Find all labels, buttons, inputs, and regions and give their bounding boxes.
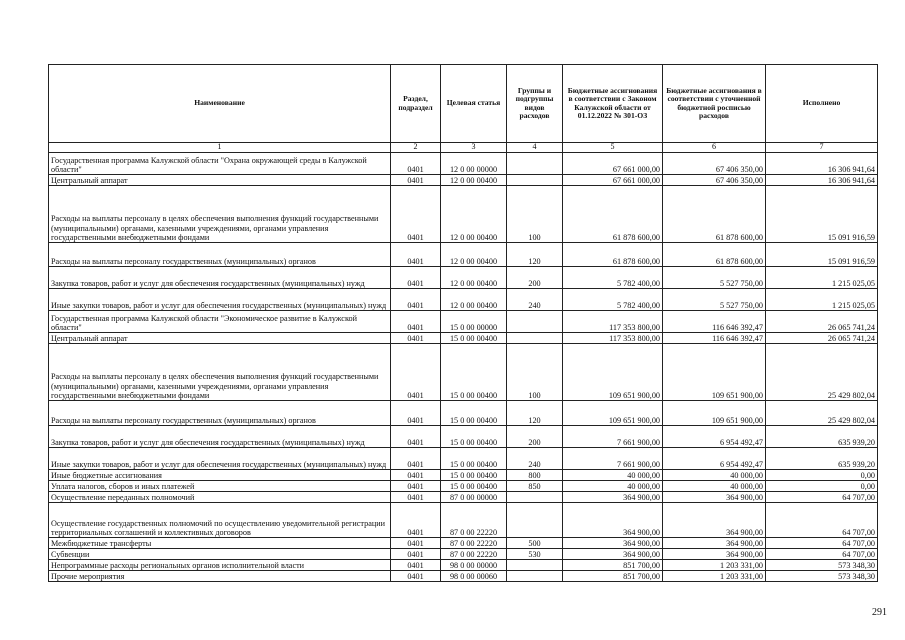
row-name: Расходы на выплаты персоналу в целях обеспечения выполнения функций государственными (муниципальными) органами, казенными учреждениями, органами управления государственными внебюджетными фондами xyxy=(49,185,391,242)
row-law-amount: 364 900,00 xyxy=(563,491,663,502)
row-section: 0401 xyxy=(391,480,441,491)
row-executed-amount: 573 348,30 xyxy=(766,559,878,570)
column-number-row xyxy=(49,143,878,153)
table-row xyxy=(49,425,878,447)
row-law-amount: 109 651 900,00 xyxy=(563,343,663,400)
row-article: 12 0 00 00400 xyxy=(441,288,507,310)
row-refined-amount: 5 527 750,00 xyxy=(663,288,766,310)
column-number: 6 xyxy=(663,143,766,153)
row-group: 530 xyxy=(507,548,563,559)
row-section: 0401 xyxy=(391,332,441,343)
row-refined-amount: 109 651 900,00 xyxy=(663,343,766,400)
row-law-amount: 364 900,00 xyxy=(563,548,663,559)
row-group xyxy=(507,502,563,537)
row-executed-amount: 635 939,20 xyxy=(766,425,878,447)
row-section: 0401 xyxy=(391,310,441,332)
row-executed-amount: 1 215 025,05 xyxy=(766,266,878,288)
row-refined-amount: 1 203 331,00 xyxy=(663,570,766,581)
header-refined-allocations: Бюджетные ассигнования в соответствии с уточненной бюджетной росписью расходов xyxy=(663,65,766,143)
budget-table xyxy=(48,64,878,582)
row-refined-amount: 67 406 350,00 xyxy=(663,152,766,174)
row-refined-amount: 116 646 392,47 xyxy=(663,332,766,343)
row-article: 15 0 00 00400 xyxy=(441,332,507,343)
row-refined-amount: 364 900,00 xyxy=(663,491,766,502)
row-law-amount: 7 661 900,00 xyxy=(563,447,663,469)
row-group: 120 xyxy=(507,400,563,425)
row-name: Осуществление государственных полномочий по осуществлению уведомительной регистрации территориальных соглашений и коллективных договоров xyxy=(49,502,391,537)
row-law-amount: 5 782 400,00 xyxy=(563,288,663,310)
row-name: Иные бюджетные ассигнования xyxy=(49,469,391,480)
row-law-amount: 5 782 400,00 xyxy=(563,266,663,288)
row-group: 100 xyxy=(507,343,563,400)
row-name: Осуществление переданных полномочий xyxy=(49,491,391,502)
row-section: 0401 xyxy=(391,242,441,266)
row-name: Непрограммные расходы региональных органов исполнительной власти xyxy=(49,559,391,570)
row-refined-amount: 61 878 600,00 xyxy=(663,185,766,242)
row-group: 100 xyxy=(507,185,563,242)
row-name: Закупка товаров, работ и услуг для обеспечения государственных (муниципальных) нужд xyxy=(49,425,391,447)
row-refined-amount: 5 527 750,00 xyxy=(663,266,766,288)
table-row xyxy=(49,343,878,400)
row-executed-amount: 64 707,00 xyxy=(766,491,878,502)
table-row xyxy=(49,288,878,310)
row-refined-amount: 364 900,00 xyxy=(663,502,766,537)
row-law-amount: 61 878 600,00 xyxy=(563,242,663,266)
table-row xyxy=(49,480,878,491)
row-group xyxy=(507,559,563,570)
row-executed-amount: 635 939,20 xyxy=(766,447,878,469)
row-executed-amount: 15 091 916,59 xyxy=(766,242,878,266)
row-name: Уплата налогов, сборов и иных платежей xyxy=(49,480,391,491)
row-article: 15 0 00 00400 xyxy=(441,425,507,447)
row-article: 87 0 00 22220 xyxy=(441,537,507,548)
row-name: Иные закупки товаров, работ и услуг для обеспечения государственных (муниципальных) нужд xyxy=(49,447,391,469)
row-name: Иные закупки товаров, работ и услуг для обеспечения государственных (муниципальных) нужд xyxy=(49,288,391,310)
table-row xyxy=(49,491,878,502)
row-executed-amount: 26 065 741,24 xyxy=(766,332,878,343)
row-executed-amount: 16 306 941,64 xyxy=(766,152,878,174)
row-refined-amount: 109 651 900,00 xyxy=(663,400,766,425)
row-group xyxy=(507,310,563,332)
column-number: 2 xyxy=(391,143,441,153)
row-law-amount: 851 700,00 xyxy=(563,570,663,581)
column-number: 7 xyxy=(766,143,878,153)
row-section: 0401 xyxy=(391,400,441,425)
row-section: 0401 xyxy=(391,570,441,581)
row-group xyxy=(507,332,563,343)
row-group xyxy=(507,491,563,502)
table-row xyxy=(49,502,878,537)
row-section: 0401 xyxy=(391,502,441,537)
table-row xyxy=(49,242,878,266)
row-article: 15 0 00 00400 xyxy=(441,447,507,469)
row-group: 200 xyxy=(507,266,563,288)
row-article: 98 0 00 00000 xyxy=(441,559,507,570)
table-row xyxy=(49,537,878,548)
row-group: 500 xyxy=(507,537,563,548)
row-section: 0401 xyxy=(391,425,441,447)
row-law-amount: 117 353 800,00 xyxy=(563,310,663,332)
row-refined-amount: 40 000,00 xyxy=(663,480,766,491)
row-name: Центральный аппарат xyxy=(49,332,391,343)
table-row xyxy=(49,559,878,570)
row-article: 12 0 00 00400 xyxy=(441,266,507,288)
row-executed-amount: 25 429 802,04 xyxy=(766,343,878,400)
row-executed-amount: 64 707,00 xyxy=(766,548,878,559)
row-article: 15 0 00 00400 xyxy=(441,469,507,480)
row-article: 98 0 00 00060 xyxy=(441,570,507,581)
row-section: 0401 xyxy=(391,548,441,559)
row-name: Субвенции xyxy=(49,548,391,559)
table-row xyxy=(49,174,878,185)
row-refined-amount: 364 900,00 xyxy=(663,537,766,548)
table-row xyxy=(49,266,878,288)
column-number: 3 xyxy=(441,143,507,153)
row-article: 12 0 00 00000 xyxy=(441,152,507,174)
row-section: 0401 xyxy=(391,185,441,242)
row-executed-amount: 26 065 741,24 xyxy=(766,310,878,332)
row-group xyxy=(507,570,563,581)
header-law-allocations: Бюджетные ассигнования в соответствии с Законом Калужской области от 01.12.2022 № 301-ОЗ xyxy=(563,65,663,143)
row-name: Расходы на выплаты персоналу в целях обеспечения выполнения функций государственными (муниципальными) органами, казенными учреждениями, органами управления государственными внебюджетными фондами xyxy=(49,343,391,400)
row-name: Расходы на выплаты персоналу государственных (муниципальных) органов xyxy=(49,242,391,266)
row-section: 0401 xyxy=(391,152,441,174)
table-row xyxy=(49,548,878,559)
row-law-amount: 67 661 000,00 xyxy=(563,174,663,185)
row-group xyxy=(507,152,563,174)
row-law-amount: 7 661 900,00 xyxy=(563,425,663,447)
table-row xyxy=(49,332,878,343)
row-group xyxy=(507,174,563,185)
row-law-amount: 40 000,00 xyxy=(563,480,663,491)
header-article: Целевая статья xyxy=(441,65,507,143)
row-refined-amount: 40 000,00 xyxy=(663,469,766,480)
row-law-amount: 364 900,00 xyxy=(563,537,663,548)
row-executed-amount: 573 348,30 xyxy=(766,570,878,581)
row-refined-amount: 6 954 492,47 xyxy=(663,425,766,447)
row-group: 800 xyxy=(507,469,563,480)
column-number: 4 xyxy=(507,143,563,153)
column-number: 5 xyxy=(563,143,663,153)
row-executed-amount: 0,00 xyxy=(766,469,878,480)
table-row xyxy=(49,469,878,480)
row-section: 0401 xyxy=(391,288,441,310)
row-name: Государственная программа Калужской области "Экономическое развитие в Калужской области" xyxy=(49,310,391,332)
row-law-amount: 40 000,00 xyxy=(563,469,663,480)
row-group: 200 xyxy=(507,425,563,447)
row-section: 0401 xyxy=(391,174,441,185)
row-law-amount: 851 700,00 xyxy=(563,559,663,570)
row-article: 15 0 00 00000 xyxy=(441,310,507,332)
row-article: 15 0 00 00400 xyxy=(441,400,507,425)
row-article: 87 0 00 22220 xyxy=(441,502,507,537)
row-article: 12 0 00 00400 xyxy=(441,185,507,242)
row-article: 12 0 00 00400 xyxy=(441,174,507,185)
header-groups: Группы и подгруппы видов расходов xyxy=(507,65,563,143)
table-row xyxy=(49,570,878,581)
row-group: 120 xyxy=(507,242,563,266)
table-row xyxy=(49,400,878,425)
table-row xyxy=(49,447,878,469)
table-row xyxy=(49,152,878,174)
row-section: 0401 xyxy=(391,343,441,400)
row-executed-amount: 15 091 916,59 xyxy=(766,185,878,242)
row-executed-amount: 1 215 025,05 xyxy=(766,288,878,310)
row-executed-amount: 0,00 xyxy=(766,480,878,491)
row-law-amount: 67 661 000,00 xyxy=(563,152,663,174)
row-section: 0401 xyxy=(391,266,441,288)
row-refined-amount: 1 203 331,00 xyxy=(663,559,766,570)
row-article: 15 0 00 00400 xyxy=(441,480,507,491)
row-refined-amount: 67 406 350,00 xyxy=(663,174,766,185)
row-section: 0401 xyxy=(391,491,441,502)
row-article: 87 0 00 22220 xyxy=(441,548,507,559)
row-executed-amount: 64 707,00 xyxy=(766,537,878,548)
row-executed-amount: 16 306 941,64 xyxy=(766,174,878,185)
header-row xyxy=(49,65,878,143)
row-group: 240 xyxy=(507,447,563,469)
row-article: 12 0 00 00400 xyxy=(441,242,507,266)
row-executed-amount: 64 707,00 xyxy=(766,502,878,537)
row-name: Центральный аппарат xyxy=(49,174,391,185)
row-refined-amount: 364 900,00 xyxy=(663,548,766,559)
row-name: Расходы на выплаты персоналу государственных (муниципальных) органов xyxy=(49,400,391,425)
row-law-amount: 117 353 800,00 xyxy=(563,332,663,343)
row-name: Закупка товаров, работ и услуг для обеспечения государственных (муниципальных) нужд xyxy=(49,266,391,288)
row-law-amount: 61 878 600,00 xyxy=(563,185,663,242)
row-name: Государственная программа Калужской области "Охрана окружающей среды в Калужской области" xyxy=(49,152,391,174)
row-section: 0401 xyxy=(391,559,441,570)
header-name: Наименование xyxy=(49,65,391,143)
row-article: 87 0 00 00000 xyxy=(441,491,507,502)
row-law-amount: 109 651 900,00 xyxy=(563,400,663,425)
row-section: 0401 xyxy=(391,447,441,469)
row-refined-amount: 116 646 392,47 xyxy=(663,310,766,332)
row-article: 15 0 00 00400 xyxy=(441,343,507,400)
page-number: 291 xyxy=(872,607,887,618)
row-group: 850 xyxy=(507,480,563,491)
table-row xyxy=(49,185,878,242)
row-name: Межбюджетные трансферты xyxy=(49,537,391,548)
row-section: 0401 xyxy=(391,469,441,480)
table-row xyxy=(49,310,878,332)
row-refined-amount: 6 954 492,47 xyxy=(663,447,766,469)
row-refined-amount: 61 878 600,00 xyxy=(663,242,766,266)
header-executed: Исполнено xyxy=(766,65,878,143)
row-law-amount: 364 900,00 xyxy=(563,502,663,537)
row-group: 240 xyxy=(507,288,563,310)
row-section: 0401 xyxy=(391,537,441,548)
row-executed-amount: 25 429 802,04 xyxy=(766,400,878,425)
row-name: Прочие мероприятия xyxy=(49,570,391,581)
column-number: 1 xyxy=(49,143,391,153)
header-section: Раздел, подраздел xyxy=(391,65,441,143)
